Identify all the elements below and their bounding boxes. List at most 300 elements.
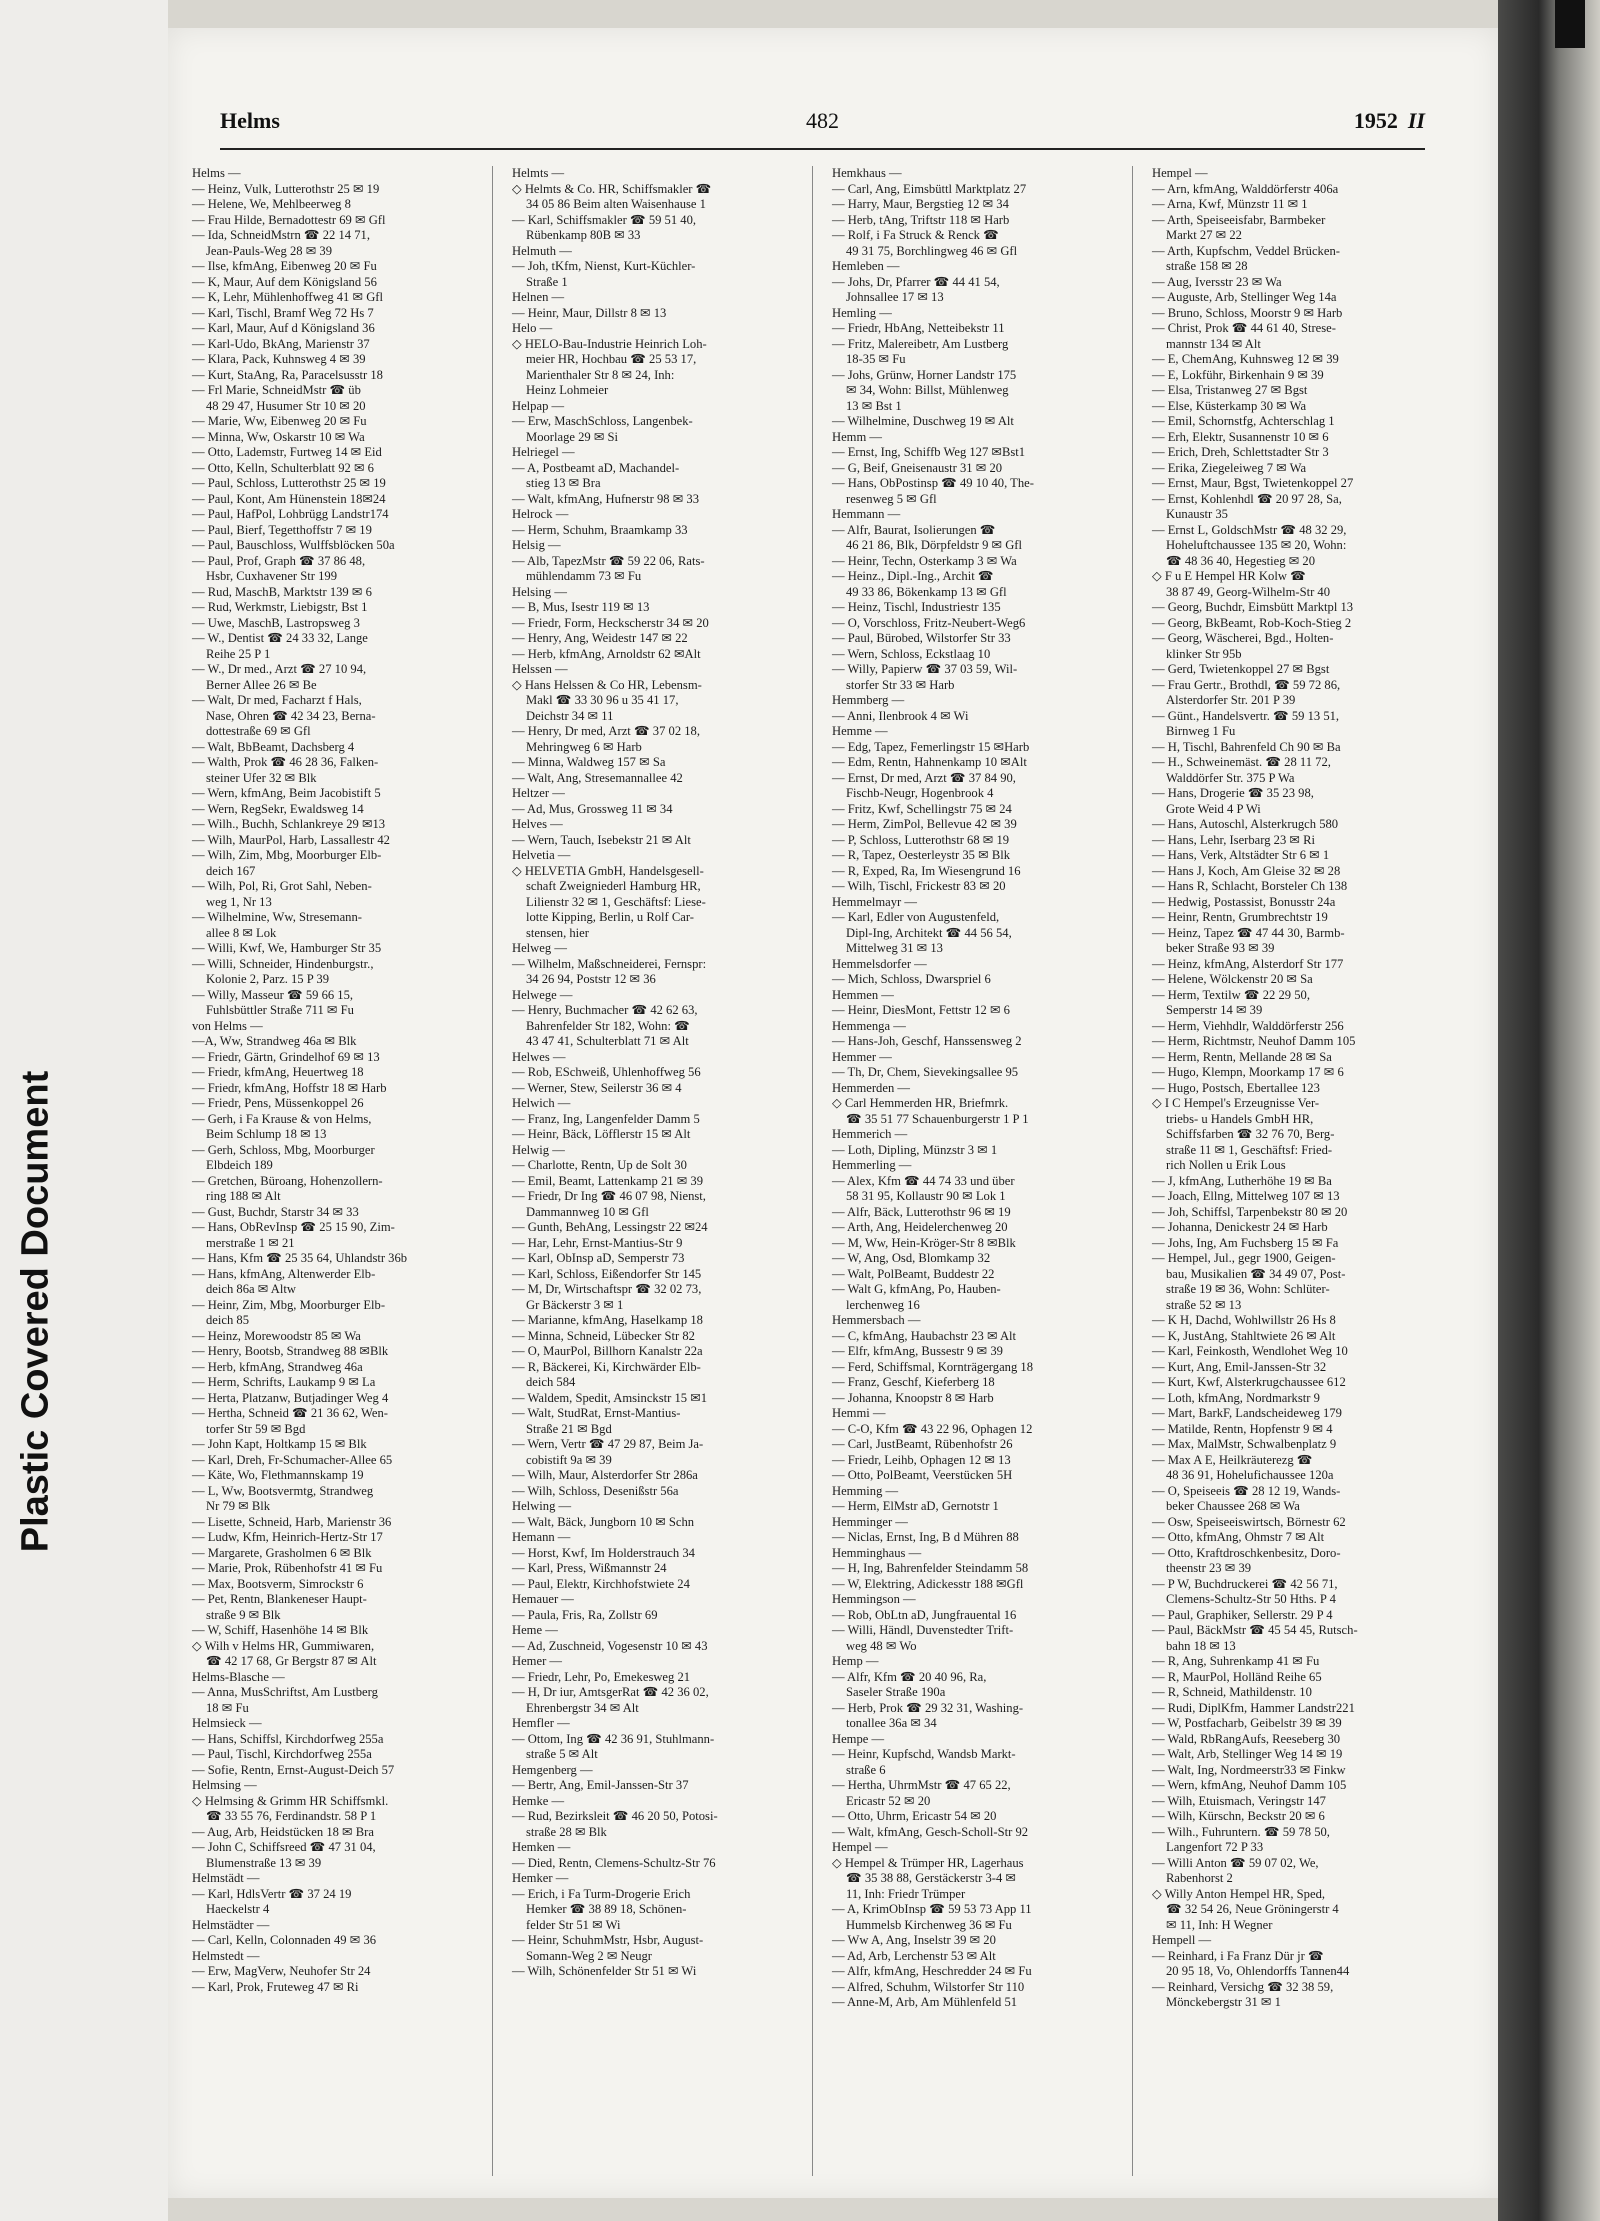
directory-entry-line: — Walt, PolBeamt, Buddestr 22 xyxy=(832,1266,995,1281)
surname-heading: Hemminghaus — xyxy=(832,1545,922,1560)
directory-entry-line: — Erw, MagVerw, Neuhofer Str 24 xyxy=(192,1964,371,1978)
surname-heading: Helvetia — xyxy=(512,848,571,862)
directory-entry-line: — Paul, Schloss, Lutterothstr 25 ✉ 19 xyxy=(192,476,386,490)
directory-entry-line: — Wald, RbRangAufs, Reeseberg 30 xyxy=(1152,1731,1341,1746)
surname-heading: Helmstädter — xyxy=(192,1917,270,1932)
directory-entry-line: — Willy, Masseur ☎ 59 66 15, xyxy=(192,987,354,1002)
directory-entry-line: — Minna, Ww, Oskarstr 10 ✉ Wa xyxy=(192,429,365,444)
surname-heading: Hemleben — xyxy=(832,259,900,273)
directory-entry-line: — Walt, kfmAng, Hufnerstr 98 ✉ 33 xyxy=(512,491,699,506)
directory-entry-line: — Henry, Dr med, Arzt ☎ 37 02 18, xyxy=(512,724,701,738)
directory-entry-line: — Friedr, kfmAng, Hoffstr 18 ✉ Harb xyxy=(192,1080,387,1095)
directory-entry-line: — Edm, Rentn, Hahnenkamp 10 ✉Alt xyxy=(832,755,1027,769)
surname-heading: Helmstedt — xyxy=(192,1948,260,1963)
directory-entry-line: Blumenstraße 13 ✉ 39 xyxy=(206,1855,322,1870)
volume: II xyxy=(1407,108,1425,133)
directory-entry-line: Rübenkamp 80B ✉ 33 xyxy=(526,228,641,242)
directory-entry-line: — Paul, Kont, Am Hünenstein 18✉24 xyxy=(192,491,386,506)
directory-entry-line: ☎ 42 17 68, Gr Bergstr 87 ✉ Alt xyxy=(206,1654,377,1668)
directory-entry-line: ☎ 35 38 88, Gerstäckerstr 3-4 ✉ xyxy=(846,1871,1016,1885)
directory-entry-line: ◇ Wilh v Helms HR, Gummiwaren, xyxy=(192,1638,375,1653)
directory-entry-line: — C-O, Kfm ☎ 43 22 96, Ophagen 12 xyxy=(832,1421,1033,1436)
directory-entry-line: Grote Weid 4 P Wi xyxy=(1166,801,1261,816)
directory-entry-line: — Friedr, Gärtn, Grindelhof 69 ✉ 13 xyxy=(192,1049,380,1064)
directory-entry-line: 48 29 47, Husumer Str 10 ✉ 20 xyxy=(206,398,366,413)
directory-entry-line: — Helene, We, Mehlbeerweg 8 xyxy=(192,197,351,211)
directory-entry-line: — Hans, Schiffsl, Kirchdorfweg 255a xyxy=(192,1731,384,1746)
directory-entry-line: — W, Ang, Osd, Blomkamp 32 xyxy=(832,1251,991,1265)
directory-entry-line: — Paul, Bürobed, Wilstorfer Str 33 xyxy=(832,631,1011,645)
surname-heading: Hemling — xyxy=(832,305,892,320)
running-head: Helms xyxy=(220,108,280,133)
directory-entry-line: — Hertha, UhrmMstr ☎ 47 65 22, xyxy=(832,1778,1011,1792)
directory-entry-line: — W, Postfacharb, Geibelstr 39 ✉ 39 xyxy=(1152,1716,1342,1730)
directory-entry-line: 43 47 41, Schulterblatt 71 ✉ Alt xyxy=(526,1034,689,1048)
directory-entry-line: — H, Tischl, Bahrenfeld Ch 90 ✉ Ba xyxy=(1152,739,1341,754)
directory-entry-line: — Karl, Edler von Augustenfeld, xyxy=(832,910,1000,924)
surname-heading: Helwich — xyxy=(512,1096,571,1110)
directory-entry-line: — Mich, Schloss, Dwarspriel 6 xyxy=(832,972,991,986)
surname-heading: Helwes — xyxy=(512,1049,566,1064)
surname-heading: Helweg — xyxy=(512,941,567,955)
directory-entry-line: rich Nollen u Erik Lous xyxy=(1166,1158,1286,1172)
directory-entry-line: — Anne-M, Arb, Am Mühlenfeld 51 xyxy=(832,1995,1018,2009)
directory-entry-line: — Erika, Ziegeleiweg 7 ✉ Wa xyxy=(1152,460,1307,475)
directory-entry-line: — R, Exped, Ra, Im Wiesengrund 16 xyxy=(832,863,1021,878)
directory-entry-line: — Paul, Elektr, Kirchhofstwiete 24 xyxy=(512,1576,690,1591)
surname-heading: Helwing — xyxy=(512,1499,572,1513)
directory-entry-line: — R, MaurPol, Holländ Reihe 65 xyxy=(1152,1669,1322,1684)
directory-entry-line: klinker Str 95b xyxy=(1166,646,1242,661)
directory-entry-line: — Paula, Fris, Ra, Zollstr 69 xyxy=(512,1607,658,1622)
directory-entry-line: — Max, MalMstr, Schwalbenplatz 9 xyxy=(1152,1437,1337,1451)
directory-entry-line: — Rud, Werkmstr, Liebigstr, Bst 1 xyxy=(192,600,368,614)
directory-entry-line: ◇ F u E Hempel HR Kolw ☎ xyxy=(1152,569,1306,583)
directory-entry-line: — Ilse, kfmAng, Eibenweg 20 ✉ Fu xyxy=(192,259,377,273)
directory-entry-line: mannstr 134 ✉ Alt xyxy=(1166,336,1261,351)
directory-entry-line: — Werner, Stew, Seilerstr 36 ✉ 4 xyxy=(512,1080,682,1095)
directory-entry-line: — Uwe, MaschB, Lastropsweg 3 xyxy=(192,615,360,630)
directory-entry-line: — Rud, Bezirksleit ☎ 46 20 50, Potosi- xyxy=(512,1809,718,1823)
directory-entry-line: — Carl, Kelln, Colonnaden 49 ✉ 36 xyxy=(192,1933,377,1947)
directory-entry-line: — Joh, Schiffsl, Tarpenbekstr 80 ✉ 20 xyxy=(1152,1204,1348,1219)
directory-entry-line: — Friedr, Leihb, Ophagen 12 ✉ 13 xyxy=(832,1452,1011,1467)
directory-entry-line: — P, Schloss, Lutterothstr 68 ✉ 19 xyxy=(832,832,1010,847)
directory-entry-line: — K, Maur, Auf dem Königsland 56 xyxy=(192,274,377,289)
directory-entry-line: schaft Zweigniederl Hamburg HR, xyxy=(526,879,701,893)
directory-entry-line: — Heinz, Tapez ☎ 47 44 30, Barmb- xyxy=(1152,925,1345,940)
directory-entry-line: — Heinr, Zim, Mbg, Moorburger Elb- xyxy=(192,1297,386,1312)
directory-entry-line: — Elfr, kfmAng, Bussestr 9 ✉ 39 xyxy=(832,1344,1003,1358)
directory-entry-line: — Hans R, Schlacht, Borsteler Ch 138 xyxy=(1152,879,1348,893)
surname-heading: Hemmersbach — xyxy=(832,1313,921,1327)
surname-heading: Helo — xyxy=(512,321,553,335)
directory-entry-line: 18 ✉ Fu xyxy=(206,1700,249,1715)
directory-entry-line: — Otto, Uhrm, Ericastr 54 ✉ 20 xyxy=(832,1809,997,1823)
directory-entry-line: 11, Inh: Friedr Trümper xyxy=(846,1886,966,1901)
surname-heading: Helms — xyxy=(192,166,241,180)
directory-entry-line: Clemens-Schultz-Str 50 Hths. P 4 xyxy=(1166,1592,1336,1606)
directory-entry-line: — Wilh., Fuhruntern. ☎ 59 78 50, xyxy=(1152,1824,1330,1839)
directory-entry-line: — Herb, kfmAng, Strandweg 46a xyxy=(192,1359,363,1374)
directory-entry-line: — Friedr, HbAng, Netteibekstr 11 xyxy=(832,321,1005,335)
surname-heading: Hemmann — xyxy=(832,507,901,521)
directory-entry-line: — Elsa, Tristanweg 27 ✉ Bgst xyxy=(1152,383,1308,397)
directory-entry-line: Hoheluftchaussee 135 ✉ 20, Wohn: xyxy=(1166,538,1347,552)
directory-entry-line: — Ernst, Ing, Schiffb Weg 127 ✉Bst1 xyxy=(832,445,1026,459)
column-2 xyxy=(508,166,813,2176)
directory-entry-line: — Günt., Handelsvertr. ☎ 59 13 51, xyxy=(1152,708,1340,723)
directory-entry-line: ◇ Helmsing & Grimm HR Schiffsmkl. xyxy=(192,1793,389,1808)
directory-entry-line: — Arth, Kupfschm, Veddel Brücken- xyxy=(1152,243,1340,258)
surname-heading: Hemmerling — xyxy=(832,1158,912,1172)
directory-entry-line: — Carl, Ang, Eimsbüttl Marktplatz 27 xyxy=(832,181,1027,196)
directory-entry-line: — Heinz, Tischl, Industriestr 135 xyxy=(832,600,1001,614)
directory-entry-line: — P W, Buchdruckerei ☎ 42 56 71, xyxy=(1152,1576,1338,1591)
column-1 xyxy=(188,166,493,2176)
directory-entry-line: — Otto, Kelln, Schulterblatt 92 ✉ 6 xyxy=(192,460,374,475)
directory-entry-line: lotte Kipping, Berlin, u Rolf Car- xyxy=(526,910,694,924)
directory-entry-line: — Gunth, BehAng, Lessingstr 22 ✉24 xyxy=(512,1220,708,1234)
directory-entry-line: — Th, Dr, Chem, Sievekingsallee 95 xyxy=(832,1065,1019,1079)
directory-entry-line: — Hans, kfmAng, Altenwerder Elb- xyxy=(192,1266,376,1281)
surname-heading: Hemken — xyxy=(512,1840,571,1854)
column-3 xyxy=(828,166,1133,2176)
directory-entry-line: 38 87 49, Georg-Wilhelm-Str 40 xyxy=(1166,584,1331,599)
directory-entry-line: — Johanna, Knoopstr 8 ✉ Harb xyxy=(832,1390,994,1405)
directory-entry-line: — Alfr, Bäck, Lutterothstr 96 ✉ 19 xyxy=(832,1204,1011,1219)
directory-entry-line: — Karl, Prok, Fruteweg 47 ✉ Ri xyxy=(192,1979,359,1994)
directory-entry-line: ◇ Carl Hemmerden HR, Briefmrk. xyxy=(832,1096,1009,1110)
directory-entry-line: ◇ I C Hempel's Erzeugnisse Ver- xyxy=(1152,1096,1320,1110)
surname-heading: Hemauer — xyxy=(512,1592,574,1606)
directory-entry-line: — Wilh., Buchh, Schlankreye 29 ✉13 xyxy=(192,817,386,831)
directory-entry-line: — Heinz, Morewoodstr 85 ✉ Wa xyxy=(192,1328,361,1343)
surname-heading: Helmsing — xyxy=(192,1778,257,1792)
directory-entry-line: ✉ 34, Wohn: Billst, Mühlenweg xyxy=(846,383,1009,397)
left-margin-strip xyxy=(0,0,168,2221)
directory-entry-line: — Walt, Ing, Nordmeerstr33 ✉ Finkw xyxy=(1152,1762,1346,1777)
directory-entry-line: — Karl, Maur, Auf d Königsland 36 xyxy=(192,321,375,335)
surname-heading: Hemer — xyxy=(512,1654,563,1668)
directory-entry-line: — Herb, kfmAng, Arnoldstr 62 ✉Alt xyxy=(512,646,701,661)
directory-entry-line: — Ernst, Kohlenhdl ☎ 20 97 28, Sa, xyxy=(1152,491,1342,506)
binding-tab xyxy=(1555,0,1585,48)
directory-entry-line: 34 26 94, Poststr 12 ✉ 36 xyxy=(526,972,656,986)
directory-entry-line: — Herm, ElMstr aD, Gernotstr 1 xyxy=(832,1499,999,1513)
directory-entry-line: — John Kapt, Holtkamp 15 ✉ Blk xyxy=(192,1437,367,1451)
surname-heading: Hemmer — xyxy=(832,1049,892,1064)
directory-entry-line: — Har, Lehr, Ernst-Mantius-Str 9 xyxy=(512,1235,683,1250)
directory-entry-line: — Georg, Wäscherei, Bgd., Holten- xyxy=(1152,631,1334,645)
directory-entry-line: — Willi Anton ☎ 59 07 02, We, xyxy=(1152,1855,1319,1870)
directory-entry-line: Beim Schlump 18 ✉ 13 xyxy=(206,1127,327,1141)
directory-entry-line: bau, Musikalien ☎ 34 49 07, Post- xyxy=(1166,1266,1346,1281)
directory-entry-line: — Gust, Buchdr, Starstr 34 ✉ 33 xyxy=(192,1204,359,1219)
directory-entry-line: Langenfort 72 P 33 xyxy=(1166,1840,1264,1854)
directory-entry-line: — Ad, Arb, Lerchenstr 53 ✉ Alt xyxy=(832,1948,996,1963)
surname-heading: Heme — xyxy=(512,1623,558,1637)
surname-heading: Hemp — xyxy=(832,1654,879,1668)
year-volume xyxy=(1354,108,1425,134)
directory-entry-line: — Georg, BkBeamt, Rob-Koch-Stieg 2 xyxy=(1152,615,1352,630)
directory-entry-line: — Walt, StudRat, Ernst-Mantius- xyxy=(512,1406,681,1420)
directory-entry-line: — C, kfmAng, Haubachstr 23 ✉ Alt xyxy=(832,1328,1017,1343)
surname-heading: Helmuth — xyxy=(512,243,572,258)
surname-heading: Hemmelmayr — xyxy=(832,894,917,909)
directory-entry-line: — K H, Dachd, Wohlwillstr 26 Hs 8 xyxy=(1152,1313,1336,1327)
directory-entry-line: — Lisette, Schneid, Harb, Marienstr 36 xyxy=(192,1514,392,1529)
directory-entry-line: — Georg, Buchdr, Eimsbütt Marktpl 13 xyxy=(1152,600,1354,614)
directory-entry-line: — Fritz, Kwf, Schellingstr 75 ✉ 24 xyxy=(832,801,1012,816)
directory-entry-line: steiner Ufer 32 ✉ Blk xyxy=(206,770,317,785)
directory-entry-line: — Friedr, Dr Ing ☎ 46 07 98, Nienst, xyxy=(512,1189,706,1203)
directory-entry-line: — Hugo, Postsch, Ebertallee 123 xyxy=(1152,1080,1320,1095)
directory-entry-line: — Friedr, kfmAng, Heuertweg 18 xyxy=(192,1065,364,1079)
directory-entry-line: Saseler Straße 190a xyxy=(846,1685,946,1699)
directory-entry-line: — Charlotte, Rentn, Up de Solt 30 xyxy=(512,1158,687,1172)
directory-entry-line: Nr 79 ✉ Blk xyxy=(206,1499,271,1513)
directory-entry-line: — Gerd, Twietenkoppel 27 ✉ Bgst xyxy=(1152,662,1330,676)
directory-entry-line: — Friedr, Form, Heckscherstr 34 ✉ 20 xyxy=(512,615,709,630)
directory-entry-line: — Kurt, Kwf, Alsterkrugchaussee 612 xyxy=(1152,1375,1346,1389)
directory-entry-line: — Wern, Tauch, Isebekstr 21 ✉ Alt xyxy=(512,832,691,847)
directory-entry-line: — R, Bäckerei, Ki, Kirchwärder Elb- xyxy=(512,1359,701,1374)
directory-entry-line: — Heinr, Kupfschd, Wandsb Markt- xyxy=(832,1747,1016,1761)
directory-entry-line: — Johs, Grünw, Horner Landstr 175 xyxy=(832,367,1017,382)
directory-entry-line: Straße 21 ✉ Bgd xyxy=(526,1421,612,1436)
directory-entry-line: — Alfr, kfmAng, Heschredder 24 ✉ Fu xyxy=(832,1964,1032,1978)
directory-entry-line: — Ernst, Dr med, Arzt ☎ 37 84 90, xyxy=(832,770,1016,785)
directory-entry-line: — Henry, Buchmacher ☎ 42 62 63, xyxy=(512,1003,698,1017)
directory-entry-line: — Henry, Bootsb, Strandweg 88 ✉Blk xyxy=(192,1344,389,1358)
directory-entry-line: — Helene, Wölckenstr 20 ✉ Sa xyxy=(1152,972,1313,986)
directory-entry-line: — Rob, ObLtn aD, Jungfrauental 16 xyxy=(832,1607,1017,1622)
directory-entry-line: — Hans, Lehr, Iserbarg 23 ✉ Ri xyxy=(1152,832,1316,847)
surname-heading: Helssen — xyxy=(512,662,568,676)
directory-entry-line: — Walt, BbBeamt, Dachsberg 4 xyxy=(192,739,355,754)
directory-entry-line: — Wilh, Maur, Alsterdorfer Str 286a xyxy=(512,1468,698,1482)
surname-heading: Helmsieck — xyxy=(192,1716,262,1730)
directory-entry-line: — Matilde, Rentn, Hopfenstr 9 ✉ 4 xyxy=(1152,1421,1333,1436)
directory-entry-line: ring 188 ✉ Alt xyxy=(206,1189,281,1203)
directory-entry-line: — Loth, Dipling, Münzstr 3 ✉ 1 xyxy=(832,1142,998,1157)
directory-entry-line: Mönckebergstr 31 ✉ 1 xyxy=(1166,1995,1281,2009)
directory-entry-line: stensen, hier xyxy=(526,925,589,940)
directory-entry-line: — Pet, Rentn, Blankeneser Haupt- xyxy=(192,1592,367,1606)
surname-heading: Helrock — xyxy=(512,507,569,521)
directory-entry-line: — Franz, Geschf, Kieferberg 18 xyxy=(832,1375,995,1389)
directory-entry-line: 34 05 86 Beim alten Waisenhause 1 xyxy=(526,197,706,211)
directory-entry-line: — Reinhard, i Fa Franz Dür jr ☎ xyxy=(1152,1948,1324,1963)
directory-entry-line: mühlendamm 73 ✉ Fu xyxy=(526,569,642,583)
directory-entry-line: — Gerh, i Fa Krause & von Helms, xyxy=(192,1111,372,1126)
directory-entry-line: — K, JustAng, Stahltwiete 26 ✉ Alt xyxy=(1152,1328,1336,1343)
surname-heading: Hemming — xyxy=(832,1483,899,1498)
directory-entry-line: — Arth, Speiseeisfabr, Barmbeker xyxy=(1152,212,1326,227)
directory-entry-line: Dipl-Ing, Architekt ☎ 44 56 54, xyxy=(846,925,1012,940)
directory-entry-line: — Herm, Richtmstr, Neuhof Damm 105 xyxy=(1152,1034,1356,1048)
surname-heading: Hemkhaus — xyxy=(832,166,902,180)
directory-entry-line: — L, Ww, Bootsvermtg, Strandweg xyxy=(192,1483,374,1498)
directory-entry-line: — Emil, Schornstfg, Achterschlag 1 xyxy=(1152,414,1335,428)
directory-entry-line: theenstr 23 ✉ 39 xyxy=(1166,1561,1252,1575)
directory-entry-line: straße 19 ✉ 36, Wohn: Schlüter- xyxy=(1166,1282,1330,1296)
directory-entry-line: — Rob, ESchweiß, Uhlenhoffweg 56 xyxy=(512,1065,701,1079)
directory-entry-line: — Hertha, Schneid ☎ 21 36 62, Wen- xyxy=(192,1406,388,1420)
directory-entry-line: — Ad, Zuschneid, Vogesenstr 10 ✉ 43 xyxy=(512,1638,708,1653)
directory-entry-line: Walddörfer Str. 375 P Wa xyxy=(1166,770,1295,785)
directory-entry-line: ◇ HELVETIA GmbH, Handelsgesell- xyxy=(512,863,704,878)
directory-entry-line: — Heinr, Maur, Dillstr 8 ✉ 13 xyxy=(512,305,667,320)
directory-entry-line: Berner Allee 26 ✉ Be xyxy=(206,677,317,692)
directory-entry-line: — H., Schweinemäst. ☎ 28 11 72, xyxy=(1152,755,1331,769)
surname-heading: Hemann — xyxy=(512,1530,571,1544)
directory-entry-line: — Margarete, Grasholmen 6 ✉ Blk xyxy=(192,1545,372,1560)
directory-entry-line: — Ww A, Ang, Inselstr 39 ✉ 20 xyxy=(832,1933,996,1947)
directory-entry-line: 13 ✉ Bst 1 xyxy=(846,398,902,413)
directory-entry-line: — Wilh, Pol, Ri, Grot Sahl, Neben- xyxy=(192,879,372,893)
directory-entry-line: Rabenhorst 2 xyxy=(1166,1871,1233,1885)
directory-entry-line: — Otto, Kraftdroschkenbesitz, Doro- xyxy=(1152,1545,1341,1560)
directory-entry-line: — Died, Rentn, Clemens-Schultz-Str 76 xyxy=(512,1855,716,1870)
directory-entry-line: — Horst, Kwf, Im Holderstrauch 34 xyxy=(512,1545,695,1560)
directory-entry-line: — Paul, Bierf, Tegetthoffstr 7 ✉ 19 xyxy=(192,522,372,537)
directory-entry-line: — Paul, Tischl, Kirchdorfweg 255a xyxy=(192,1747,372,1761)
directory-entry-line: — Hans, Verk, Altstädter Str 6 ✉ 1 xyxy=(1152,848,1330,862)
directory-entry-line: — Frl Marie, SchneidMstr ☎ üb xyxy=(192,383,361,397)
directory-entry-line: — Otto, Lademstr, Furtweg 14 ✉ Eid xyxy=(192,445,382,459)
directory-entry-line: — Wern, kfmAng, Beim Jacobistift 5 xyxy=(192,786,381,800)
directory-entry-line: ☎ 32 54 26, Neue Gröningerstr 4 xyxy=(1166,1902,1339,1916)
directory-entry-line: weg 1, Nr 13 xyxy=(206,894,272,909)
surname-heading: Helwig — xyxy=(512,1142,565,1157)
directory-entry-line: dottestraße 69 ✉ Gfl xyxy=(206,724,311,738)
directory-entry-line: — Paul, Graphiker, Sellerstr. 29 P 4 xyxy=(1152,1607,1333,1622)
directory-entry-line: tonallee 36a ✉ 34 xyxy=(846,1716,937,1730)
directory-entry-line: — Harry, Maur, Bergstieg 12 ✉ 34 xyxy=(832,197,1009,211)
surname-heading: Hempell — xyxy=(1152,1933,1212,1947)
directory-entry-line: Jean-Pauls-Weg 28 ✉ 39 xyxy=(206,243,333,258)
directory-entry-line: Straße 1 xyxy=(526,274,568,289)
directory-entry-line: Dammannweg 10 ✉ Gfl xyxy=(526,1204,649,1219)
surname-heading: Helnen — xyxy=(512,290,565,304)
directory-entry-line: — Ad, Mus, Grossweg 11 ✉ 34 xyxy=(512,801,673,816)
directory-entry-line: 48 36 91, Hohelufichaussee 120a xyxy=(1166,1468,1334,1482)
directory-entry-line: — Paul, HafPol, Lohbrügg Landstr174 xyxy=(192,507,389,521)
directory-entry-line: Mittelweg 31 ✉ 13 xyxy=(846,941,943,955)
directory-entry-line: resenweg 5 ✉ Gfl xyxy=(846,491,937,506)
directory-entry-line: — M, Ww, Hein-Kröger-Str 8 ✉Blk xyxy=(832,1235,1016,1250)
directory-entry-line: — Marianne, kfmAng, Haselkamp 18 xyxy=(512,1313,703,1327)
directory-entry-line: — Erich, i Fa Turm-Drogerie Erich xyxy=(512,1886,691,1901)
directory-entry-line: — A, KrimObInsp ☎ 59 53 73 App 11 xyxy=(832,1902,1032,1916)
directory-entry-line: — Wern, kfmAng, Neuhof Damm 105 xyxy=(1152,1778,1347,1792)
directory-entry-line: — Herm, Schrifts, Laukamp 9 ✉ La xyxy=(192,1375,376,1389)
directory-entry-line: — Rolf, i Fa Struck & Renck ☎ xyxy=(832,228,999,242)
directory-entry-line: — Frau Gertr., Brothdl, ☎ 59 72 86, xyxy=(1152,677,1341,692)
directory-entry-line: — Walt, Ang, Stresemannallee 42 xyxy=(512,770,683,785)
directory-entry-line: — Hugo, Klempn, Moorkamp 17 ✉ 6 xyxy=(1152,1065,1344,1079)
directory-entry-line: — Rud, MaschB, Marktstr 139 ✉ 6 xyxy=(192,584,372,599)
surname-heading: Hemgenberg — xyxy=(512,1762,593,1777)
directory-entry-line: — O, Speiseeis ☎ 28 12 19, Wands- xyxy=(1152,1483,1341,1498)
directory-entry-line: — Herm, ZimPol, Bellevue 42 ✉ 39 xyxy=(832,817,1017,831)
directory-entry-line: Lilienstr 32 ✉ 1, Geschäftsf: Liese- xyxy=(526,894,706,909)
surname-heading: Helsig — xyxy=(512,538,561,552)
directory-entry-line: — K, Lehr, Mühlenhoffweg 41 ✉ Gfl xyxy=(192,290,383,304)
side-label-text: Plastic Covered Document xyxy=(14,1070,57,1553)
directory-entry-line: — Ottom, Ing ☎ 42 36 91, Stuhlmann- xyxy=(512,1731,715,1746)
directory-entry-line: — Else, Küsterkamp 30 ✉ Wa xyxy=(1152,398,1307,413)
directory-entry-line: — Heinz, kfmAng, Alsterdorf Str 177 xyxy=(1152,956,1344,971)
directory-entry-line: — J, kfmAng, Lutherhöhe 19 ✉ Ba xyxy=(1152,1173,1332,1188)
directory-entry-line: — Arn, kfmAng, Walddörferstr 406a xyxy=(1152,181,1339,196)
directory-entry-line: straße 52 ✉ 13 xyxy=(1166,1297,1242,1312)
directory-entry-line: stieg 13 ✉ Bra xyxy=(526,476,601,490)
year: 1952 xyxy=(1353,108,1398,133)
directory-entry-line: — Karl, ObInsp aD, Semperstr 73 xyxy=(512,1251,685,1265)
directory-entry-line: — Herm, Textilw ☎ 22 29 50, xyxy=(1152,987,1310,1002)
surname-heading: Hemmen — xyxy=(832,987,894,1002)
directory-entry-line: Moorlage 29 ✉ Si xyxy=(526,429,619,444)
directory-entry-line: — O, Vorschloss, Fritz-Neubert-Weg6 xyxy=(832,615,1026,630)
surname-heading: von Helms — xyxy=(192,1018,263,1033)
surname-heading: Hemfler — xyxy=(512,1716,570,1730)
directory-entry-line: — Ida, SchneidMstrn ☎ 22 14 71, xyxy=(192,228,370,242)
directory-entry-line: ☎ 33 55 76, Ferdinandstr. 58 P 1 xyxy=(206,1809,377,1823)
directory-entry-line: — Auguste, Arb, Stellinger Weg 14a xyxy=(1152,290,1337,304)
directory-entry-line: triebs- u Handels GmbH HR, xyxy=(1166,1111,1314,1126)
surname-heading: Helves — xyxy=(512,817,563,831)
directory-entry-line: — Karl, Tischl, Bramf Weg 72 Hs 7 xyxy=(192,305,374,320)
directory-entry-line: lerchenweg 16 xyxy=(846,1297,920,1312)
directory-entry-line: 49 33 86, Bökenkamp 13 ✉ Gfl xyxy=(846,584,1007,599)
directory-entry-line: — Hans, Drogerie ☎ 35 23 98, xyxy=(1152,786,1314,800)
directory-entry-line: — W., Dentist ☎ 24 33 32, Lange xyxy=(192,631,368,645)
directory-entry-line: — Wilh, Schönenfelder Str 51 ✉ Wi xyxy=(512,1964,697,1978)
directory-entry-line: Reihe 25 P 1 xyxy=(206,646,271,661)
surname-heading: Heltzer — xyxy=(512,786,565,800)
directory-entry-line: — Heinz., Dipl.-Ing., Archit ☎ xyxy=(832,569,994,583)
directory-entry-line: straße 9 ✉ Blk xyxy=(206,1607,281,1622)
directory-entry-line: — Ludw, Kfm, Heinrich-Hertz-Str 17 xyxy=(192,1530,383,1544)
directory-entry-line: — Walth, Prok ☎ 46 28 36, Falken- xyxy=(192,755,379,769)
directory-entry-line: — Erw, MaschSchloss, Langenbek- xyxy=(512,414,693,428)
surname-heading: Hemmerden — xyxy=(832,1080,910,1095)
directory-entry-line: — Gretchen, Büroang, Hohenzollern- xyxy=(192,1173,383,1188)
surname-heading: Hempel — xyxy=(832,1840,888,1854)
directory-entry-line: — W, Elektring, Adickesstr 188 ✉Gfl xyxy=(832,1576,1024,1591)
directory-entry-line: Johnsallee 17 ✉ 13 xyxy=(846,290,944,304)
directory-entry-line: — Klara, Pack, Kuhnsweg 4 ✉ 39 xyxy=(192,352,366,366)
directory-entry-line: ◇ Helmts & Co. HR, Schiffsmakler ☎ xyxy=(512,181,712,196)
surname-heading: Helmstädt — xyxy=(192,1871,260,1885)
directory-entry-line: — Karl, Schloss, Eißendorfer Str 145 xyxy=(512,1266,702,1281)
directory-entry-line: deich 86a ✉ Altw xyxy=(206,1282,296,1296)
directory-entry-line: — Wilh, Tischl, Frickestr 83 ✉ 20 xyxy=(832,879,1006,893)
directory-entry-line: — Fritz, Malereibetr, Am Lustberg xyxy=(832,336,1009,351)
directory-entry-line: — Aug, Arb, Heidstücken 18 ✉ Bra xyxy=(192,1824,374,1839)
directory-entry-line: — Otto, PolBeamt, Veerstücken 5H xyxy=(832,1468,1013,1482)
surname-heading: Hemmingson — xyxy=(832,1592,916,1606)
directory-entry-line: — Otto, kfmAng, Ohmstr 7 ✉ Alt xyxy=(1152,1530,1325,1544)
directory-entry-line: Heinz Lohmeier xyxy=(526,383,609,397)
directory-entry-line: 58 31 95, Kollaustr 90 ✉ Lok 1 xyxy=(846,1189,1006,1203)
directory-entry-line: — Heinz, Vulk, Lutterothstr 25 ✉ 19 xyxy=(192,181,380,196)
directory-entry-line: — Erich, Dreh, Schlettstadter Str 3 xyxy=(1152,445,1329,459)
directory-entry-line: — Willi, Kwf, We, Hamburger Str 35 xyxy=(192,941,382,955)
